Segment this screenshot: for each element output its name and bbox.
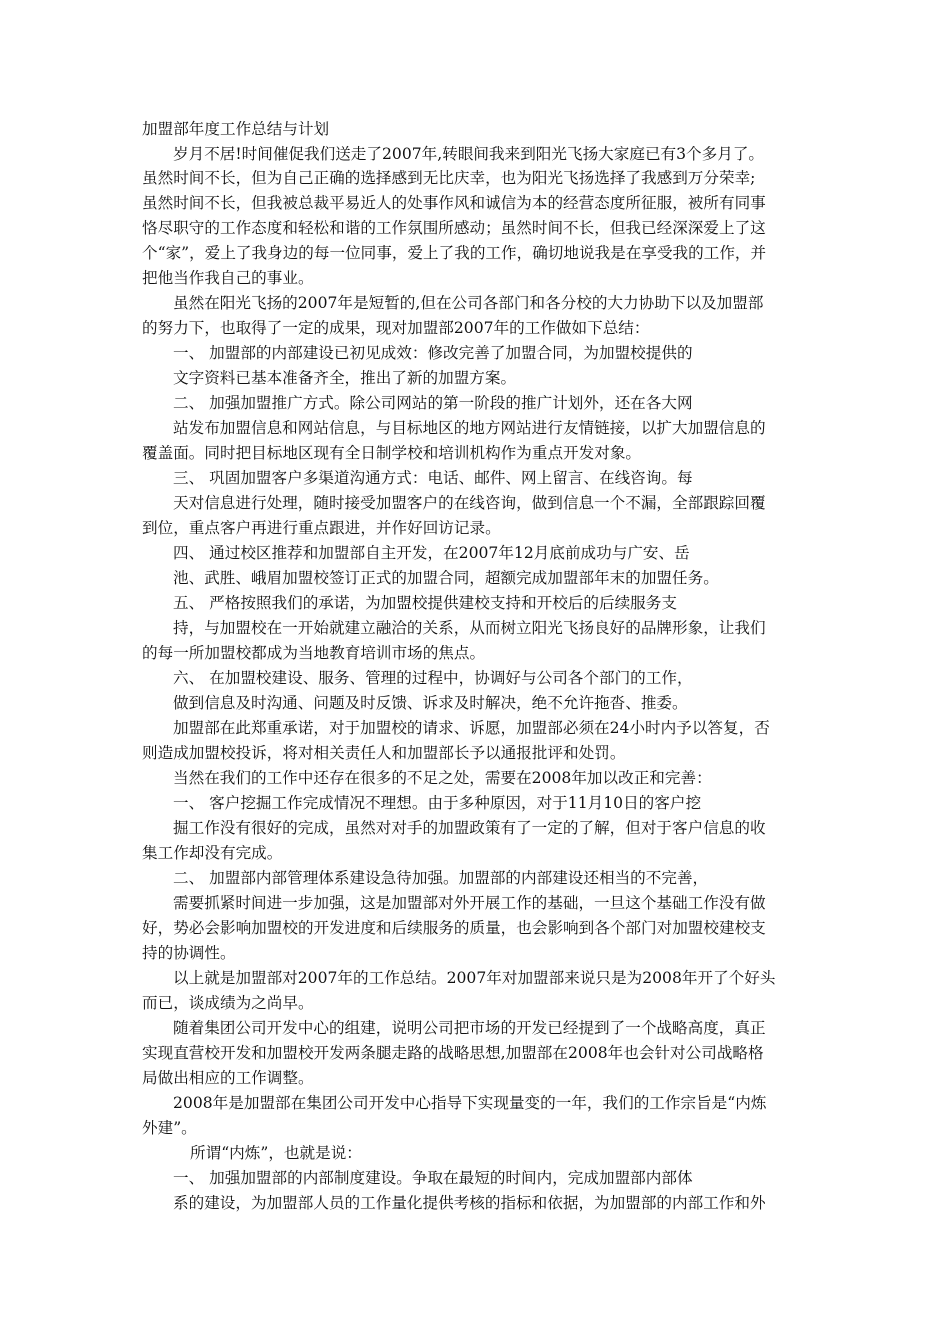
paragraph-line: 外建”。 xyxy=(142,1119,197,1137)
paragraph-line: 而已，谈成绩为之尚早。 xyxy=(142,994,314,1012)
paragraph-line: 则造成加盟校投诉，将对相关责任人和加盟部长予以通报批评和处罚。 xyxy=(142,744,626,762)
paragraph-line: 虽然时间不长，但我被总裁平易近人的处事作风和诚信为本的经营态度所征服，被所有同事 xyxy=(142,194,766,212)
paragraph-line: 随着集团公司开发中心的组建，说明公司把市场的开发已经提到了一个战略高度，真正 xyxy=(173,1019,766,1037)
list-item-line: 文字资料已基本准备齐全，推出了新的加盟方案。 xyxy=(173,369,517,387)
paragraph-line: 所谓“内炼”，也就是说： xyxy=(190,1144,362,1162)
paragraph-line: 虽然在阳光飞扬的2007年是短暂的,但在公司各部门和各分校的大力协助下以及加盟部 xyxy=(173,294,764,312)
document-title: 加盟部年度工作总结与计划 xyxy=(142,120,330,138)
list-item-line: 做到信息及时沟通、问题及时反馈、诉求及时解决，绝不允许拖沓、推委。 xyxy=(173,694,688,712)
list-item-line: 二、 加盟部内部管理体系建设急待加强。加盟部的内部建设还相当的不完善， xyxy=(173,869,709,887)
list-item-line: 系的建设，为加盟部人员的工作量化提供考核的指标和依据，为加盟部的内部工作和外 xyxy=(173,1194,766,1212)
paragraph-line: 实现直营校开发和加盟校开发两条腿走路的战略思想,加盟部在2008年也会针对公司战略格 xyxy=(142,1044,764,1062)
list-item-line: 六、 在加盟校建设、服务、管理的过程中，协调好与公司各个部门的工作， xyxy=(173,669,693,687)
list-item-line: 的每一所加盟校都成为当地教育培训市场的焦点。 xyxy=(142,644,486,662)
list-item-line: 一、 加盟部的内部建设已初见成效：修改完善了加盟合同，为加盟校提供的 xyxy=(173,344,693,362)
list-item-line: 好，势必会影响加盟校的开发进度和后续服务的质量，也会影响到各个部门对加盟校建校支 xyxy=(142,919,766,937)
list-item-line: 集工作却没有完成。 xyxy=(142,844,283,862)
paragraph-line: 加盟部在此郑重承诺，对于加盟校的请求、诉愿，加盟部必须在24小时内予以答复，否 xyxy=(173,719,770,737)
paragraph-line: 的努力下，也取得了一定的成果，现对加盟部2007年的工作做如下总结： xyxy=(142,319,650,337)
paragraph-line: 个“家”，爱上了我身边的每一位同事，爱上了我的工作，确切地说我是在享受我的工作，并 xyxy=(142,244,767,262)
paragraph-line: 局做出相应的工作调整。 xyxy=(142,1069,314,1087)
list-item-line: 持的协调性。 xyxy=(142,944,236,962)
list-item-line: 四、 通过校区推荐和加盟部自主开发，在2007年12月底前成功与广安、岳 xyxy=(173,544,690,562)
list-item-line: 一、 加强加盟部的内部制度建设。争取在最短的时间内，完成加盟部内部体 xyxy=(173,1169,693,1187)
list-item-line: 需要抓紧时间进一步加强，这是加盟部对外开展工作的基础，一旦这个基础工作没有做 xyxy=(173,894,766,912)
list-item-line: 池、武胜、峨眉加盟校签订正式的加盟合同，超额完成加盟部年末的加盟任务。 xyxy=(173,569,719,587)
list-item-line: 三、 巩固加盟客户多渠道沟通方式：电话、邮件、网上留言、在线咨询。每 xyxy=(173,469,693,487)
list-item-line: 天对信息进行处理，随时接受加盟客户的在线咨询，做到信息一个不漏，全部跟踪回覆 xyxy=(173,494,766,512)
list-item-line: 到位，重点客户再进行重点跟进，并作好回访记录。 xyxy=(142,519,501,537)
paragraph-line: 以上就是加盟部对2007年的工作总结。2007年对加盟部来说只是为2008年开了个好头 xyxy=(173,969,776,987)
list-item-line: 五、 严格按照我们的承诺，为加盟校提供建校支持和开校后的后续服务支 xyxy=(173,594,677,612)
list-item-line: 覆盖面。同时把目标地区现有全日制学校和培训机构作为重点开发对象。 xyxy=(142,444,642,462)
list-item-line: 持，与加盟校在一开始就建立融洽的关系，从而树立阳光飞扬良好的品牌形象，让我们 xyxy=(173,619,766,637)
paragraph-line: 恪尽职守的工作态度和轻松和谐的工作氛围所感动；虽然时间不长，但我已经深深爱上了这 xyxy=(142,219,766,237)
list-item-line: 二、 加强加盟推广方式。除公司网站的第一阶段的推广计划外，还在各大网 xyxy=(173,394,693,412)
paragraph-line: 当然在我们的工作中还存在很多的不足之处，需要在2008年加以改正和完善： xyxy=(173,769,712,787)
list-item-line: 掘工作没有很好的完成，虽然对对手的加盟政策有了一定的了解，但对于客户信息的收 xyxy=(173,819,766,837)
paragraph-line: 虽然时间不长，但为自己正确的选择感到无比庆幸，也为阳光飞扬选择了我感到万分荣幸; xyxy=(142,169,756,187)
list-item-line: 一、 客户挖掘工作完成情况不理想。由于多种原因，对于11月10日的客户挖 xyxy=(173,794,702,812)
list-item-line: 站发布加盟信息和网站信息，与目标地区的地方网站进行友情链接，以扩大加盟信息的 xyxy=(173,419,766,437)
paragraph-line: 2008年是加盟部在集团公司开发中心指导下实现量变的一年，我们的工作宗旨是“内炼 xyxy=(173,1094,767,1112)
paragraph-line: 把他当作我自己的事业。 xyxy=(142,269,314,287)
paragraph-line: 岁月不居!时间催促我们送走了2007年,转眼间我来到阳光飞扬大家庭已有3个多月了。 xyxy=(173,145,765,163)
